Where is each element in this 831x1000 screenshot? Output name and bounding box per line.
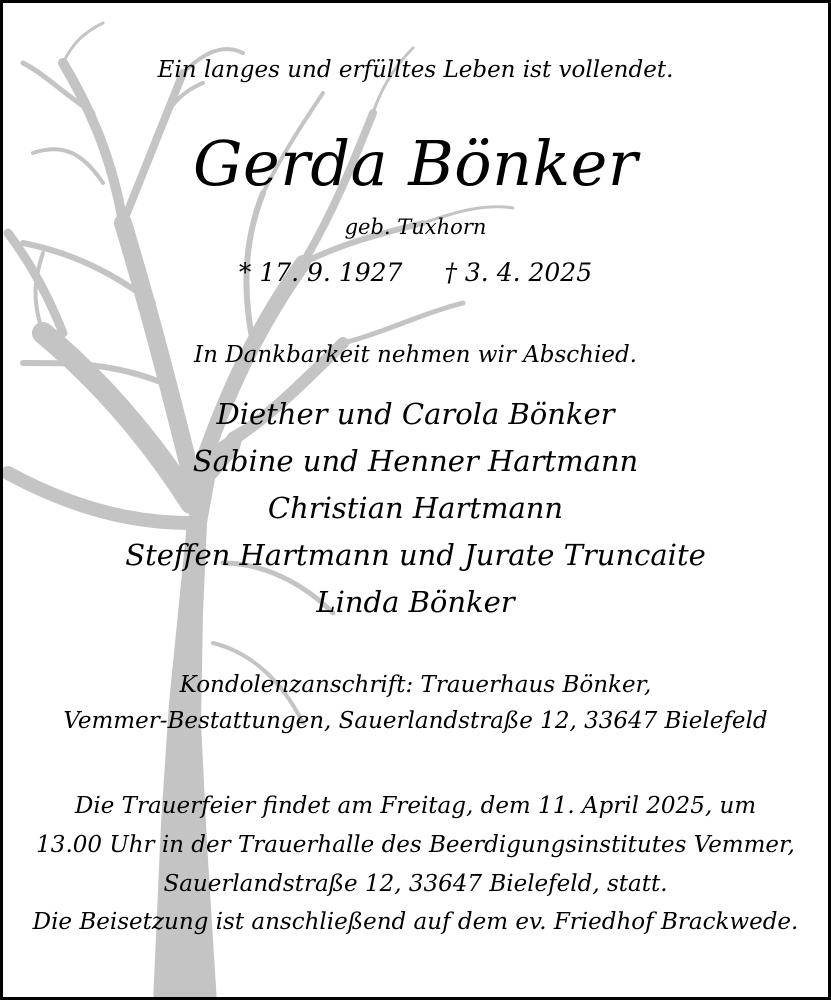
funeral-line: 13.00 Uhr in der Trauerhalle des Beerdigungsinstitutes Vemmer, (36, 832, 795, 858)
mourner: Steffen Hartmann und Jurate Truncaite (125, 538, 706, 572)
funeral-line: Sauerlandstraße 12, 33647 Bielefeld, statt. (163, 871, 668, 897)
birth-date: * 17. 9. 1927 (238, 258, 403, 287)
burial-info: Die Beisetzung ist anschließend auf dem ev. Friedhof Brackwede. (32, 909, 799, 935)
farewell-text: In Dankbarkeit nehmen wir Abschied. (194, 342, 637, 368)
deceased-name: Gerda Bönker (193, 127, 638, 200)
funeral-info (3, 787, 828, 904)
life-dates (3, 258, 828, 287)
motto: Ein langes und erfülltes Leben ist vollendet. (157, 57, 674, 83)
notice-content (3, 3, 828, 997)
birth-name: geb. Tuxhorn (344, 215, 487, 239)
funeral-line: Die Trauerfeier findet am Freitag, dem 11. April 2025, um (74, 793, 757, 819)
mourner: Christian Hartmann (267, 491, 564, 525)
mourners-list (3, 391, 828, 626)
mourner: Sabine und Henner Hartmann (192, 444, 639, 478)
condolence-line: Kondolenzanschrift: Trauerhaus Bönker, (179, 672, 652, 698)
condolence-line: Vemmer-Bestattungen, Sauerlandstraße 12, 33647 Bielefeld (63, 708, 768, 734)
condolence-address (3, 667, 828, 739)
mourner: Linda Bönker (316, 585, 515, 619)
mourner: Diether und Carola Bönker (216, 397, 615, 431)
death-date: † 3. 4. 2025 (444, 258, 593, 287)
